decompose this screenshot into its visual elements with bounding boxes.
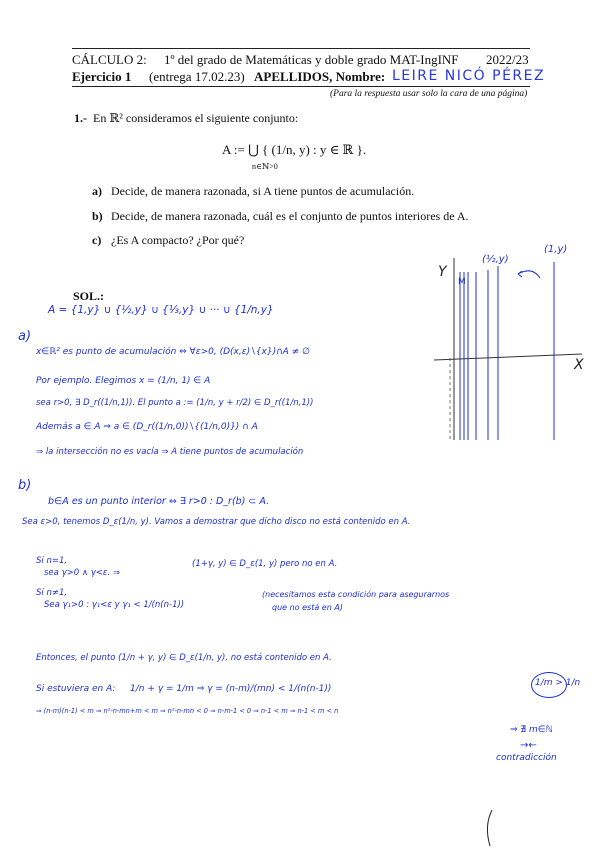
item-b-label: b) <box>92 209 103 223</box>
sketch-arrow-head <box>518 271 522 277</box>
part-b-line-13: ⇒ (n-m)(n-1) < m ⇒ n²-n-mn+m < m ⇒ n²-n-mn < 0 ⇒ n-m-1 < 0 ⇒ n-1 < m ⇒ n-1 < m < n <box>36 707 339 715</box>
part-b-line-15: →← <box>520 740 537 751</box>
part-b-label: b) <box>18 478 32 493</box>
part-b-line-12: 1/n + γ = 1/m ⇒ γ = (n-m)/(mn) < 1/(n(n-1)) <box>130 684 332 694</box>
part-a-line-5: ⇒ la intersección no es vacía ⇒ A tiene puntos de acumulación <box>36 447 304 457</box>
course-title: CÁLCULO 2: <box>72 52 147 67</box>
part-b-line-10: Entonces, el punto (1/n + γ, y) ∈ D_ε(1/n, y), no está contenido en A. <box>36 653 332 663</box>
sketch-line-label-half: (½,y) <box>482 254 509 265</box>
part-b-line-1: b∈A es un punto interior ⇔ ∃ r>0 : D_r(b) ⊂ A. <box>48 496 270 507</box>
part-b-line-5: (1+γ, y) ∈ D_ε(1, y) pero no en A. <box>192 559 338 569</box>
solution-set-line: A = {1,y} ∪ {½,y} ∪ {⅓,y} ∪ ··· ∪ {1/n,y} <box>48 304 274 316</box>
student-name: LEIRE NICÓ PÉREZ <box>392 68 546 84</box>
set-definition: A := ⋃ { (1/n, y) : y ∈ ℝ }. <box>222 142 367 157</box>
sketch-y-label: Y <box>438 264 447 280</box>
item-b-text: Decide, de manera razonada, cuál es el conjunto de puntos interiores de A. <box>111 209 469 223</box>
bubble-note: 1/m > 1/n <box>535 678 581 688</box>
svg-text:M: M <box>458 277 466 287</box>
answer-note: (Para la respuesta usar solo la cara de una página) <box>330 89 528 99</box>
sketch-x-axis <box>434 354 582 360</box>
header-top-rule <box>72 48 530 49</box>
union-index: n∈ℕ>0 <box>252 162 278 171</box>
solution-heading: SOL.: <box>73 289 105 303</box>
part-b-line-4: sea γ>0 ∧ γ<ε. ⇒ <box>44 568 121 578</box>
stray-pen-mark <box>480 808 500 848</box>
program-text: 1º del grado de Matemáticas y doble grado MAT-IngINF <box>164 52 459 67</box>
part-b-line-2: Sea ε>0, tenemos D_ε(1/n, y). Vamos a demostrar que dicho disco no está contenido en A. <box>22 517 411 527</box>
part-b-line-16: contradicción <box>496 753 557 763</box>
part-b-line-3: Si n=1, <box>36 556 68 566</box>
item-a-text: Decide, de manera razonada, si A tiene puntos de acumulación. <box>111 184 415 198</box>
part-a-line-1: x∈ℝ² es punto de acumulación ⇔ ∀ε>0, (D(x,ε)∖{x})∩A ≠ ∅ <box>36 347 310 357</box>
part-a-line-3: sea r>0, ∃ D_r((1/n,1)). El punto a := (1/n, y + r/2) ∈ D_r((1/n,1)) <box>36 398 314 408</box>
academic-year: 2022/23 <box>486 52 529 67</box>
part-b-line-6: Si n≠1, <box>36 588 68 598</box>
part-a-line-4: Además a ∈ A ⇒ a ∈ (D_r((1/n,0))∖{(1/n,0)}) ∩ A <box>36 422 258 432</box>
sketch-line-label-one: (1,y) <box>544 244 568 255</box>
part-b-line-7: Sea γ₁>0 : γ₁<ε y γ₁ < 1/(n(n-1)) <box>44 600 185 610</box>
part-b-line-8: (necesitamos esta condición para asegurarnos <box>262 590 450 599</box>
part-b-line-9: que no está en A) <box>272 603 343 612</box>
sketch-graph <box>432 244 592 444</box>
problem-number: 1.- <box>74 111 87 125</box>
header-bottom-rule <box>72 86 530 87</box>
item-c-text: ¿Es A compacto? ¿Por qué? <box>111 233 245 247</box>
delivery-date: (entrega 17.02.23) <box>149 69 245 84</box>
part-a-label: a) <box>18 329 32 344</box>
sketch-x-label: X <box>574 357 584 373</box>
part-a-line-2: Por ejemplo. Elegimos x = (1/n, 1) ∈ A <box>36 376 211 386</box>
name-label: APELLIDOS, Nombre: <box>254 69 386 84</box>
item-c-label: c) <box>92 233 102 247</box>
part-b-line-11: Si estuviera en A: <box>36 684 116 694</box>
problem-intro: En ℝ² consideramos el siguiente conjunto: <box>93 111 299 125</box>
item-a-label: a) <box>92 184 102 198</box>
exercise-label: Ejercicio 1 <box>72 69 132 84</box>
part-b-line-14: ⇒ ∄ m∈ℕ <box>510 725 553 735</box>
